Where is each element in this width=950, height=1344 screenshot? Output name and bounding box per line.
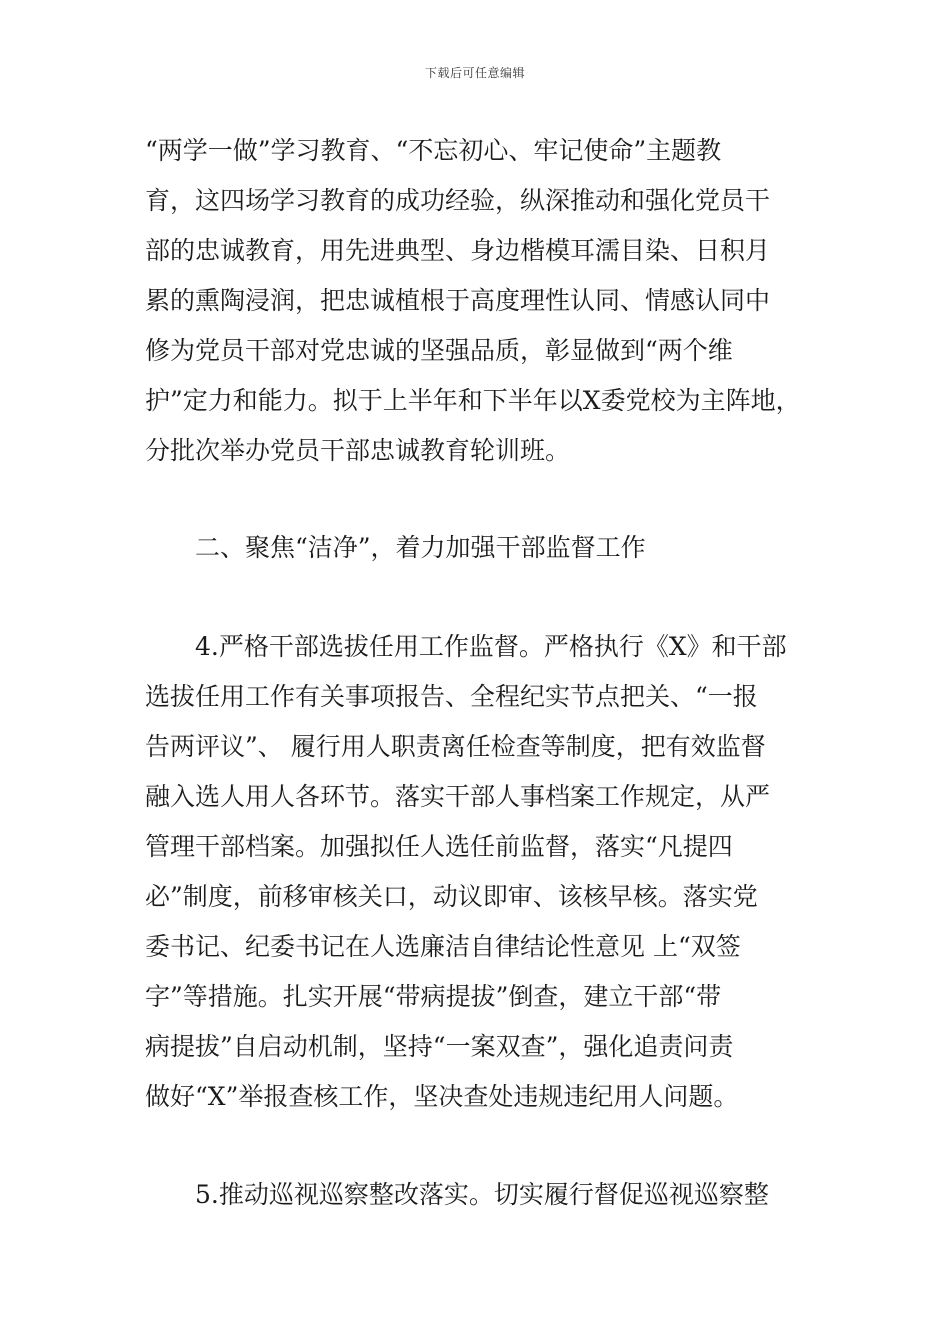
paragraph-1-line-6: 护”定力和能力。拟于上半年和下半年以X委党校为主阵地， <box>145 386 801 415</box>
paragraph-2-line-2: 选拔任用工作有关事项报告、全程纪实节点把关、“一报 <box>145 682 758 711</box>
paragraph-2-line-5: 管理干部档案。加强拟任人选任前监督，落实“凡提四 <box>145 832 733 861</box>
paragraph-1-line-7: 分批次举办党员干部忠诚教育轮训班。 <box>145 436 571 465</box>
paragraph-2-line-7: 委书记、纪委书记在人选廉洁自律结论性意见 上“双签 <box>145 932 741 961</box>
paragraph-2-line-6: 必”制度，前移审核关口，动议即审、该核早核。落实党 <box>145 882 758 911</box>
paragraph-2-line-10: 做好“X”举报查核工作，坚决查处违规违纪用人问题。 <box>145 1082 739 1111</box>
paragraph-2-line-9: 病提拔”自启动机制，坚持“一案双查”，强化追责问责 <box>145 1032 734 1061</box>
paragraph-1-line-4: 累的熏陶浸润，把忠诚植根于高度理性认同、情感认同中 <box>145 286 771 315</box>
page-header: 下载后可任意编辑 <box>424 66 525 80</box>
section-heading: 二、聚焦“洁净”，着力加强干部监督工作 <box>195 533 646 562</box>
paragraph-2-line-8: 字”等措施。扎实开展“带病提拔”倒查，建立干部“带 <box>145 982 722 1011</box>
paragraph-1-line-2: 育，这四场学习教育的成功经验，纵深推动和强化党员干 <box>145 186 771 215</box>
paragraph-1-line-1: “两学一做”学习教育、“不忘初心、牢记使命”主题教 <box>145 136 722 165</box>
paragraph-3-line-1: 5.推动巡视巡察整改落实。切实履行督促巡视巡察整 <box>195 1180 769 1209</box>
paragraph-1-line-3: 部的忠诚教育，用先进典型、身边楷模耳濡目染、日积月 <box>145 236 771 265</box>
paragraph-2-line-3: 告两评议”、 履行用人职责离任检查等制度，把有效监督 <box>145 732 766 761</box>
paragraph-2-line-4: 融入选人用人各环节。落实干部人事档案工作规定，从严 <box>145 782 771 811</box>
paragraph-2-line-1: 4.严格干部选拔任用工作监督。严格执行《X》和干部 <box>195 632 787 661</box>
paragraph-1-line-5: 修为党员干部对党忠诚的坚强品质，彰显做到“两个维 <box>145 336 733 365</box>
